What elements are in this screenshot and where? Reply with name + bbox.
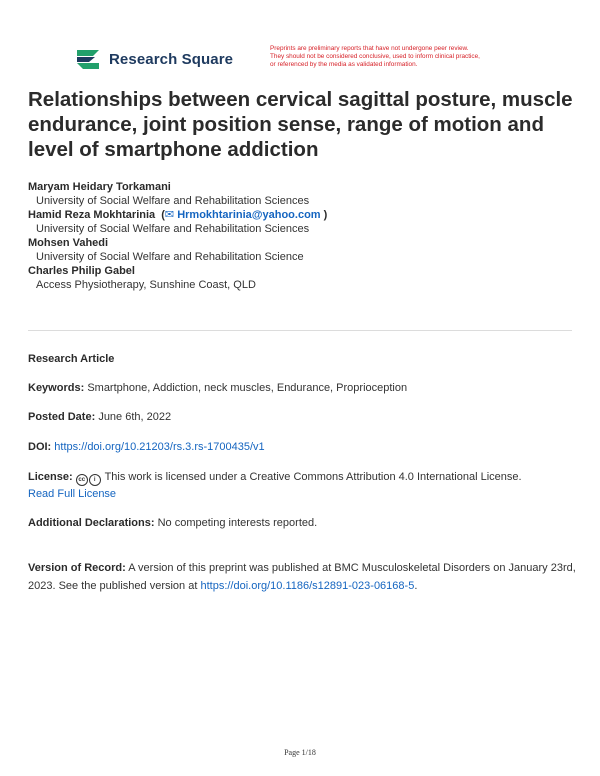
author-affiliation: University of Social Welfare and Rehabilitation Sciences: [36, 223, 310, 235]
doi-label: DOI:: [28, 441, 52, 453]
doi-row: [28, 439, 576, 455]
version-of-record-row: [28, 559, 576, 595]
author-name: Hamid Reza Mokhtarinia: [28, 209, 156, 221]
author-affiliation: Access Physiotherapy, Sunshine Coast, QLD: [36, 279, 256, 291]
cc-by-icon: i: [89, 474, 101, 486]
vor-end: .: [414, 580, 418, 592]
author-list: [28, 180, 576, 292]
author-entry: [28, 208, 576, 236]
author-name-with-email: Hamid Reza Mokhtarinia (✉ Hrmokhtarinia@yahoo.com ): [28, 209, 328, 221]
cc-icon: cc: [76, 474, 88, 486]
notice-line: Preprints are preliminary reports that have not undergone peer review.: [270, 45, 469, 52]
posted-date-label: Posted Date:: [28, 411, 96, 423]
license-row: [28, 469, 576, 502]
author-affiliation: University of Social Welfare and Rehabilitation Science: [36, 251, 304, 263]
vor-link[interactable]: https://doi.org/10.1186/s12891-023-06168-5: [200, 580, 415, 592]
divider: [28, 330, 572, 331]
declarations-label: Additional Declarations:: [28, 517, 155, 529]
brand-name: Research Square: [109, 50, 234, 68]
author-name: Mohsen Vahedi: [28, 237, 109, 249]
page-header: [0, 0, 600, 80]
doi-link[interactable]: https://doi.org/10.21203/rs.3.rs-1700435/v1: [54, 441, 265, 453]
keywords-row: [28, 380, 576, 396]
posted-date-row: [28, 409, 576, 425]
article-type: [28, 351, 576, 367]
author-name: Maryam Heidary Torkamani: [28, 181, 171, 193]
author-entry: [28, 180, 576, 208]
preprint-notice: [270, 45, 550, 69]
author-entry: [28, 264, 576, 292]
author-email: Hrmokhtarinia@yahoo.com: [177, 209, 321, 221]
author-affiliation: University of Social Welfare and Rehabilitation Sciences: [36, 195, 310, 207]
vor-text: A version of this preprint was published at BMC Musculoskeletal Disorders on January 23rd, 2023. See the published version at: [28, 562, 576, 592]
declarations-value: No competing interests reported.: [157, 517, 318, 529]
license-label: License:: [28, 471, 73, 483]
read-full-license-link[interactable]: Read Full License: [28, 488, 117, 500]
keywords-value: Smartphone, Addiction, neck muscles, Endurance, Proprioception: [87, 382, 408, 394]
author-name: Charles Philip Gabel: [28, 265, 135, 277]
notice-line: or referenced by the media as validated information.: [270, 61, 418, 68]
license-text: This work is licensed under a Creative Commons Attribution 4.0 International License.: [104, 471, 522, 483]
posted-date-value: June 6th, 2022: [98, 411, 172, 423]
keywords-label: Keywords:: [28, 382, 85, 394]
envelope-icon: ✉: [164, 209, 175, 221]
declarations-row: [28, 515, 576, 531]
vor-label: Version of Record:: [28, 562, 126, 574]
research-square-logo-icon: [75, 48, 101, 70]
author-email-link[interactable]: [165, 209, 321, 221]
page-number: Page 1/18: [284, 748, 316, 757]
notice-line: They should not be considered conclusive, used to inform clinical practice,: [270, 53, 480, 60]
paper-title: Relationships between cervical sagittal posture, muscle endurance, joint position sense, range of motion and level of smartphone addiction: [28, 88, 573, 161]
article-type-label: Research Article: [28, 353, 115, 365]
author-entry: [28, 236, 576, 264]
research-square-logo[interactable]: [75, 48, 233, 70]
